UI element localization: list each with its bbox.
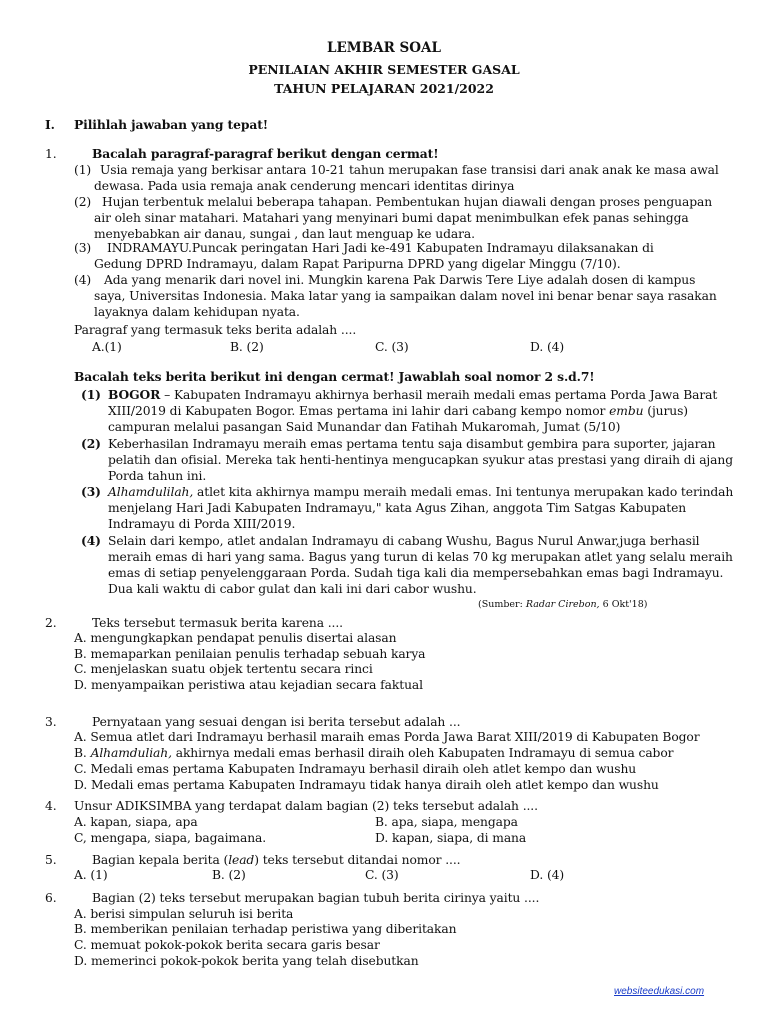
question-number: 5.: [45, 853, 57, 867]
option-b: B. apa, siapa, mengapa: [375, 815, 518, 829]
option-c: C. (3): [375, 340, 409, 354]
question-number: 2.: [45, 616, 57, 630]
option-b: B. Alhamduliah, akhirnya medali emas berhasil diraih oleh Kabupaten Indramayu di semua cabor: [74, 746, 674, 760]
paragraph-line: saya, Universitas Indonesia. Maka latar yang ia sampaikan dalam novel ini benar benar saya rasakan: [94, 289, 717, 303]
paragraph-line: Ada yang menarik dari novel ini. Mungkin karena Pak Darwis Tere Liye adalah dosen di kampus: [104, 273, 696, 287]
option-c: C. memuat pokok-pokok berita secara garis besar: [74, 938, 380, 952]
option-c: C. Medali emas pertama Kabupaten Indramayu berhasil diraih oleh atlet kempo dan wushu: [74, 762, 637, 776]
question-text: Bagian (2) teks tersebut merupakan bagian tubuh berita cirinya yaitu ....: [92, 891, 540, 905]
option-d: D. Medali emas pertama Kabupaten Indramayu tidak hanya diraih oleh atlet kempo dan wushu: [74, 778, 659, 792]
news-line: Selain dari kempo, atlet andalan Indramayu di cabang Wushu, Bagus Nurul Anwar,juga berhasil: [108, 534, 700, 548]
question-number: 1.: [45, 147, 57, 161]
option-b: B. (2): [212, 868, 246, 882]
paragraph-line: dewasa. Pada usia remaja anak cenderung mencari identitas dirinya: [94, 179, 515, 193]
question-text: Pernyataan yang sesuai dengan isi berita tersebut adalah ...: [92, 715, 461, 729]
news-source: (Sumber: Radar Cirebon, 6 Okt'18): [478, 599, 648, 610]
option-b: B. memberikan penilaian terhadap peristiwa yang diberitakan: [74, 922, 457, 936]
section-instruction: Pilihlah jawaban yang tepat!: [74, 117, 269, 132]
option-a: A. mengungkapkan pendapat penulis disertai alasan: [74, 631, 397, 645]
news-paragraph-number: (3): [81, 484, 101, 499]
news-line: Porda tahun ini.: [108, 469, 207, 483]
option-a: A. berisi simpulan seluruh isi berita: [74, 907, 294, 921]
option-c: C. (3): [365, 868, 399, 882]
option-d: D. (4): [530, 868, 565, 882]
question-text: Bagian kepala berita (lead) teks tersebut ditandai nomor ....: [92, 853, 461, 867]
option-a: A. Semua atlet dari Indramayu berhasil maraih emas Porda Jawa Barat XIII/2019 di Kabupaten Bogor: [74, 730, 700, 744]
news-line: meraih emas di hari yang sama. Bagus yang turun di kelas 70 kg merupakan atlet yang selalu meraih: [108, 550, 733, 564]
news-line: BOGOR – Kabupaten Indramayu akhirnya berhasil meraih medali emas pertama Porda Jawa Barat: [108, 387, 718, 402]
question-number: 3.: [45, 715, 57, 729]
option-c: C. menjelaskan suatu objek tertentu secara rinci: [74, 662, 373, 676]
news-line: Alhamdulilah, atlet kita akhirnya mampu meraih medali emas. Ini tentunya merupakan kado terindah: [108, 485, 734, 499]
news-line: Dua kali waktu di cabor gulat dan kali ini dari cabor wushu.: [108, 582, 477, 596]
page-title: LEMBAR SOAL: [326, 40, 441, 56]
option-a: A. (1): [74, 868, 108, 882]
question-text: Paragraf yang termasuk teks berita adalah ....: [74, 323, 357, 337]
news-line: Keberhasilan Indramayu meraih emas pertama tentu saja disambut gembira para suporter, jajaran: [108, 437, 716, 451]
option-d: D. menyampaikan peristiwa atau kejadian secara faktual: [74, 678, 423, 692]
option-d: D. (4): [530, 340, 565, 354]
dateline: BOGOR: [108, 387, 161, 402]
website-link[interactable]: websiteedukasi.com: [614, 986, 705, 997]
question-text: Unsur ADIKSIMBA yang terdapat dalam bagian (2) teks tersebut adalah ....: [74, 799, 538, 813]
option-b: B. (2): [230, 340, 264, 354]
page-subtitle: PENILAIAN AKHIR SEMESTER GASAL: [248, 62, 520, 77]
news-paragraph-number: (4): [81, 533, 101, 548]
paragraph-line: INDRAMAYU.Puncak peringatan Hari Jadi ke-491 Kabupaten Indramayu dilaksanakan di: [107, 241, 654, 255]
question-instruction: Bacalah paragraf-paragraf berikut dengan cermat!: [92, 146, 439, 161]
paragraph-line: menyebabkan air danau, sungai , dan laut menguap ke udara.: [94, 227, 475, 241]
option-a: A. kapan, siapa, apa: [74, 815, 198, 829]
question-text: Teks tersebut termasuk berita karena ....: [92, 616, 343, 630]
paragraph-line: Gedung DPRD Indramayu, dalam Rapat Paripurna DPRD yang digelar Minggu (7/10).: [94, 257, 621, 271]
question-number: 4.: [45, 799, 57, 813]
paragraph-line: Hujan terbentuk melalui beberapa tahapan. Pembentukan hujan diawali dengan proses penguapan: [102, 195, 713, 209]
news-line: menjelang Hari Jadi Kabupaten Indramayu," kata Agus Zihan, anggota Tim Satgas Kabupaten: [108, 501, 687, 515]
news-line: campuran melalui pasangan Said Munandar dan Fatihah Mukaromah, Jumat (5/10): [108, 420, 621, 434]
option-d: D. kapan, siapa, di mana: [375, 831, 527, 845]
option-d: D. memerinci pokok-pokok berita yang telah disebutkan: [74, 954, 419, 968]
paragraph-number: (4): [74, 273, 92, 287]
paragraph-number: (3): [74, 241, 92, 255]
news-line: XIII/2019 di Kabupaten Bogor. Emas pertama ini lahir dari cabang kempo nomor embu (jurus): [108, 404, 688, 418]
school-year: TAHUN PELAJARAN 2021/2022: [274, 81, 494, 96]
news-paragraph-number: (2): [81, 436, 101, 451]
question-number: 6.: [45, 891, 57, 905]
paragraph-line: Usia remaja yang berkisar antara 10-21 tahun merupakan fase transisi dari anak anak ke masa awal: [100, 163, 719, 177]
reading-instruction: Bacalah teks berita berikut ini dengan cermat! Jawablah soal nomor 2 s.d.7!: [74, 369, 595, 384]
news-line: Indramayu di Porda XIII/2019.: [108, 517, 296, 531]
news-line: pelatih dan ofisial. Mereka tak henti-hentinya mengucapkan syukur atas prestasi yang diraih di ajang: [108, 453, 733, 467]
option-a: A.(1): [92, 340, 122, 354]
paragraph-number: (1): [74, 163, 92, 177]
news-paragraph-number: (1): [81, 387, 101, 402]
paragraph-line: layaknya dalam kehidupan nyata.: [94, 305, 300, 319]
option-b: B. memaparkan penilaian penulis terhadap sebuah karya: [74, 647, 426, 661]
option-c: C, mengapa, siapa, bagaimana.: [74, 831, 267, 845]
section-number: I.: [45, 117, 55, 132]
news-line: emas di setiap penyelenggaraan Porda. Sudah tiga kali dia mempersebahkan emas bagi Indramayu.: [108, 566, 724, 580]
paragraph-number: (2): [74, 195, 92, 209]
paragraph-line: air oleh sinar matahari. Matahari yang menyinari bumi dapat menimbulkan efek panas sehingga: [94, 211, 689, 225]
